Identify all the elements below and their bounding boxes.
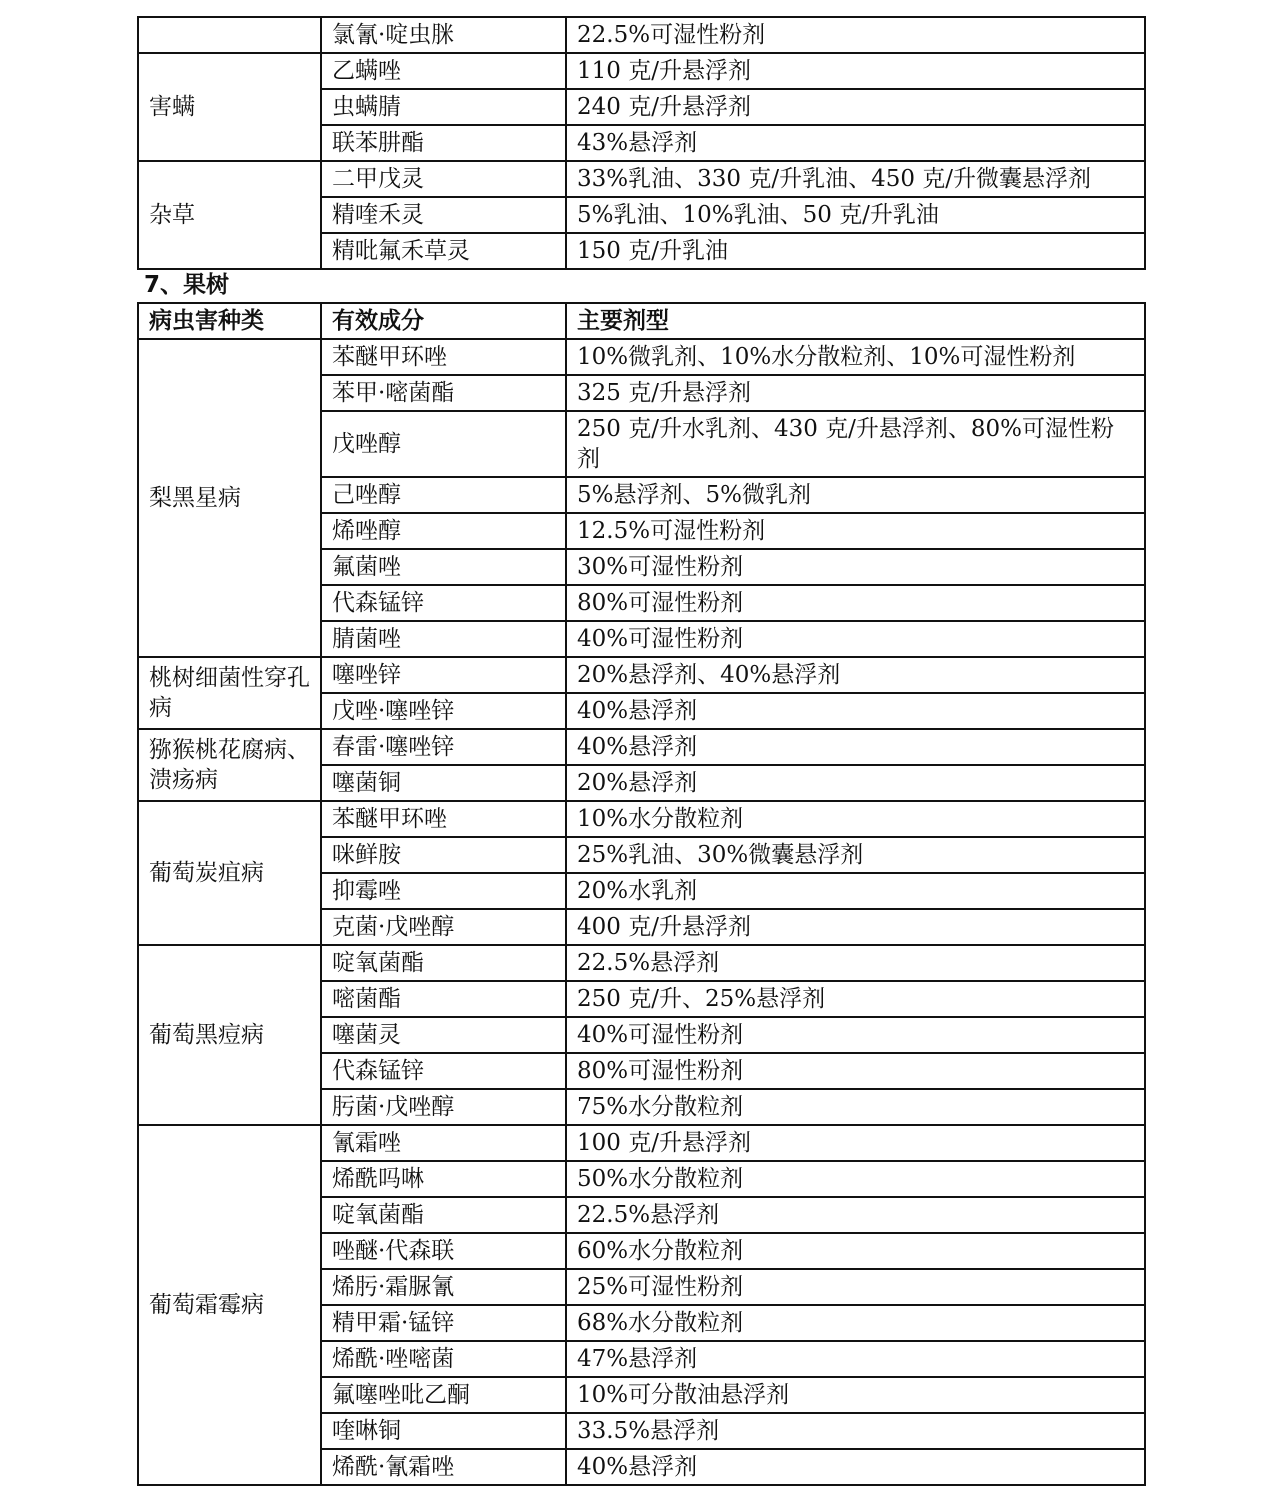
formulation-cell: 400 克/升悬浮剂: [566, 909, 1145, 945]
table-row: [138, 657, 1145, 693]
active-ingredient-cell: 苯醚甲环唑: [321, 339, 566, 375]
formulation-cell: 75%水分散粒剂: [566, 1089, 1145, 1125]
table-row: [138, 801, 1145, 837]
formulation-cell: 60%水分散粒剂: [566, 1233, 1145, 1269]
formulation-cell: 100 克/升悬浮剂: [566, 1125, 1145, 1161]
formulation-cell: 150 克/升乳油: [566, 233, 1145, 269]
active-ingredient-cell: 精甲霜·锰锌: [321, 1305, 566, 1341]
pest-type-cell: 葡萄黑痘病: [138, 945, 321, 1125]
active-ingredient-cell: 嘧菌酯: [321, 981, 566, 1017]
active-ingredient-cell: 啶氧菌酯: [321, 1197, 566, 1233]
active-ingredient-cell: 二甲戊灵: [321, 161, 566, 197]
active-ingredient-cell: 苯醚甲环唑: [321, 801, 566, 837]
active-ingredient-cell: 己唑醇: [321, 477, 566, 513]
pest-type-cell: 害螨: [138, 53, 321, 161]
formulation-cell: 33%乳油、330 克/升乳油、450 克/升微囊悬浮剂: [566, 161, 1145, 197]
active-ingredient-cell: 喹啉铜: [321, 1413, 566, 1449]
continued-pesticide-table: [137, 16, 1146, 270]
formulation-cell: 110 克/升悬浮剂: [566, 53, 1145, 89]
active-ingredient-cell: 春雷·噻唑锌: [321, 729, 566, 765]
active-ingredient-cell: 戊唑·噻唑锌: [321, 693, 566, 729]
active-ingredient-cell: 虫螨腈: [321, 89, 566, 125]
active-ingredient-cell: 氯氰·啶虫脒: [321, 17, 566, 53]
table-row: [138, 161, 1145, 197]
active-ingredient-cell: 烯肟·霜脲氰: [321, 1269, 566, 1305]
formulation-cell: 20%水乳剂: [566, 873, 1145, 909]
formulation-cell: 43%悬浮剂: [566, 125, 1145, 161]
active-ingredient-cell: 精喹禾灵: [321, 197, 566, 233]
active-ingredient-cell: 克菌·戊唑醇: [321, 909, 566, 945]
active-ingredient-cell: 氟菌唑: [321, 549, 566, 585]
pest-type-cell: 葡萄炭疽病: [138, 801, 321, 945]
active-ingredient-cell: 啶氧菌酯: [321, 945, 566, 981]
formulation-cell: 10%可分散油悬浮剂: [566, 1377, 1145, 1413]
table-row: [138, 339, 1145, 375]
active-ingredient-cell: 乙螨唑: [321, 53, 566, 89]
formulation-cell: 325 克/升悬浮剂: [566, 375, 1145, 411]
table-header-row: [138, 303, 1145, 339]
active-ingredient-cell: 联苯肼酯: [321, 125, 566, 161]
table-row: [138, 17, 1145, 53]
formulation-cell: 20%悬浮剂: [566, 765, 1145, 801]
formulation-cell: 47%悬浮剂: [566, 1341, 1145, 1377]
formulation-cell: 80%可湿性粉剂: [566, 585, 1145, 621]
formulation-cell: 30%可湿性粉剂: [566, 549, 1145, 585]
formulation-cell: 68%水分散粒剂: [566, 1305, 1145, 1341]
formulation-cell: 22.5%可湿性粉剂: [566, 17, 1145, 53]
formulation-cell: 80%可湿性粉剂: [566, 1053, 1145, 1089]
pest-type-cell: 杂草: [138, 161, 321, 269]
formulation-cell: 10%微乳剂、10%水分散粒剂、10%可湿性粉剂: [566, 339, 1145, 375]
active-ingredient-cell: 精吡氟禾草灵: [321, 233, 566, 269]
formulation-cell: 40%可湿性粉剂: [566, 621, 1145, 657]
active-ingredient-cell: 代森锰锌: [321, 1053, 566, 1089]
active-ingredient-cell: 噻唑锌: [321, 657, 566, 693]
formulation-cell: 12.5%可湿性粉剂: [566, 513, 1145, 549]
formulation-cell: 10%水分散粒剂: [566, 801, 1145, 837]
formulation-cell: 240 克/升悬浮剂: [566, 89, 1145, 125]
active-ingredient-cell: 肟菌·戊唑醇: [321, 1089, 566, 1125]
header-active-ingredient: 有效成分: [321, 303, 566, 339]
formulation-cell: 5%乳油、10%乳油、50 克/升乳油: [566, 197, 1145, 233]
pest-type-cell: [138, 17, 321, 53]
formulation-cell: 22.5%悬浮剂: [566, 945, 1145, 981]
active-ingredient-cell: 咪鲜胺: [321, 837, 566, 873]
active-ingredient-cell: 抑霉唑: [321, 873, 566, 909]
active-ingredient-cell: 苯甲·嘧菌酯: [321, 375, 566, 411]
pest-type-cell: 桃树细菌性穿孔病: [138, 657, 321, 729]
formulation-cell: 250 克/升水乳剂、430 克/升悬浮剂、80%可湿性粉剂: [566, 411, 1145, 477]
table-row: [138, 729, 1145, 765]
pest-type-cell: 猕猴桃花腐病、溃疡病: [138, 729, 321, 801]
table-row: [138, 1125, 1145, 1161]
formulation-cell: 40%悬浮剂: [566, 1449, 1145, 1485]
formulation-cell: 20%悬浮剂、40%悬浮剂: [566, 657, 1145, 693]
active-ingredient-cell: 唑醚·代森联: [321, 1233, 566, 1269]
formulation-cell: 22.5%悬浮剂: [566, 1197, 1145, 1233]
formulation-cell: 50%水分散粒剂: [566, 1161, 1145, 1197]
section-heading-fruit-trees: 7、果树: [144, 272, 230, 298]
formulation-cell: 25%可湿性粉剂: [566, 1269, 1145, 1305]
formulation-cell: 250 克/升、25%悬浮剂: [566, 981, 1145, 1017]
active-ingredient-cell: 腈菌唑: [321, 621, 566, 657]
table-row: [138, 945, 1145, 981]
table-row: [138, 53, 1145, 89]
formulation-cell: 40%可湿性粉剂: [566, 1017, 1145, 1053]
active-ingredient-cell: 烯唑醇: [321, 513, 566, 549]
fruit-tree-pesticide-table: [137, 302, 1146, 1486]
active-ingredient-cell: 氰霜唑: [321, 1125, 566, 1161]
active-ingredient-cell: 烯酰吗啉: [321, 1161, 566, 1197]
active-ingredient-cell: 噻菌铜: [321, 765, 566, 801]
formulation-cell: 25%乳油、30%微囊悬浮剂: [566, 837, 1145, 873]
active-ingredient-cell: 噻菌灵: [321, 1017, 566, 1053]
formulation-cell: 40%悬浮剂: [566, 693, 1145, 729]
active-ingredient-cell: 氟噻唑吡乙酮: [321, 1377, 566, 1413]
active-ingredient-cell: 戊唑醇: [321, 411, 566, 477]
formulation-cell: 5%悬浮剂、5%微乳剂: [566, 477, 1145, 513]
active-ingredient-cell: 烯酰·氰霜唑: [321, 1449, 566, 1485]
header-formulation: 主要剂型: [566, 303, 1145, 339]
pest-type-cell: 梨黑星病: [138, 339, 321, 657]
pest-type-cell: 葡萄霜霉病: [138, 1125, 321, 1485]
formulation-cell: 40%悬浮剂: [566, 729, 1145, 765]
active-ingredient-cell: 烯酰·唑嘧菌: [321, 1341, 566, 1377]
formulation-cell: 33.5%悬浮剂: [566, 1413, 1145, 1449]
active-ingredient-cell: 代森锰锌: [321, 585, 566, 621]
header-pest-type: 病虫害种类: [138, 303, 321, 339]
